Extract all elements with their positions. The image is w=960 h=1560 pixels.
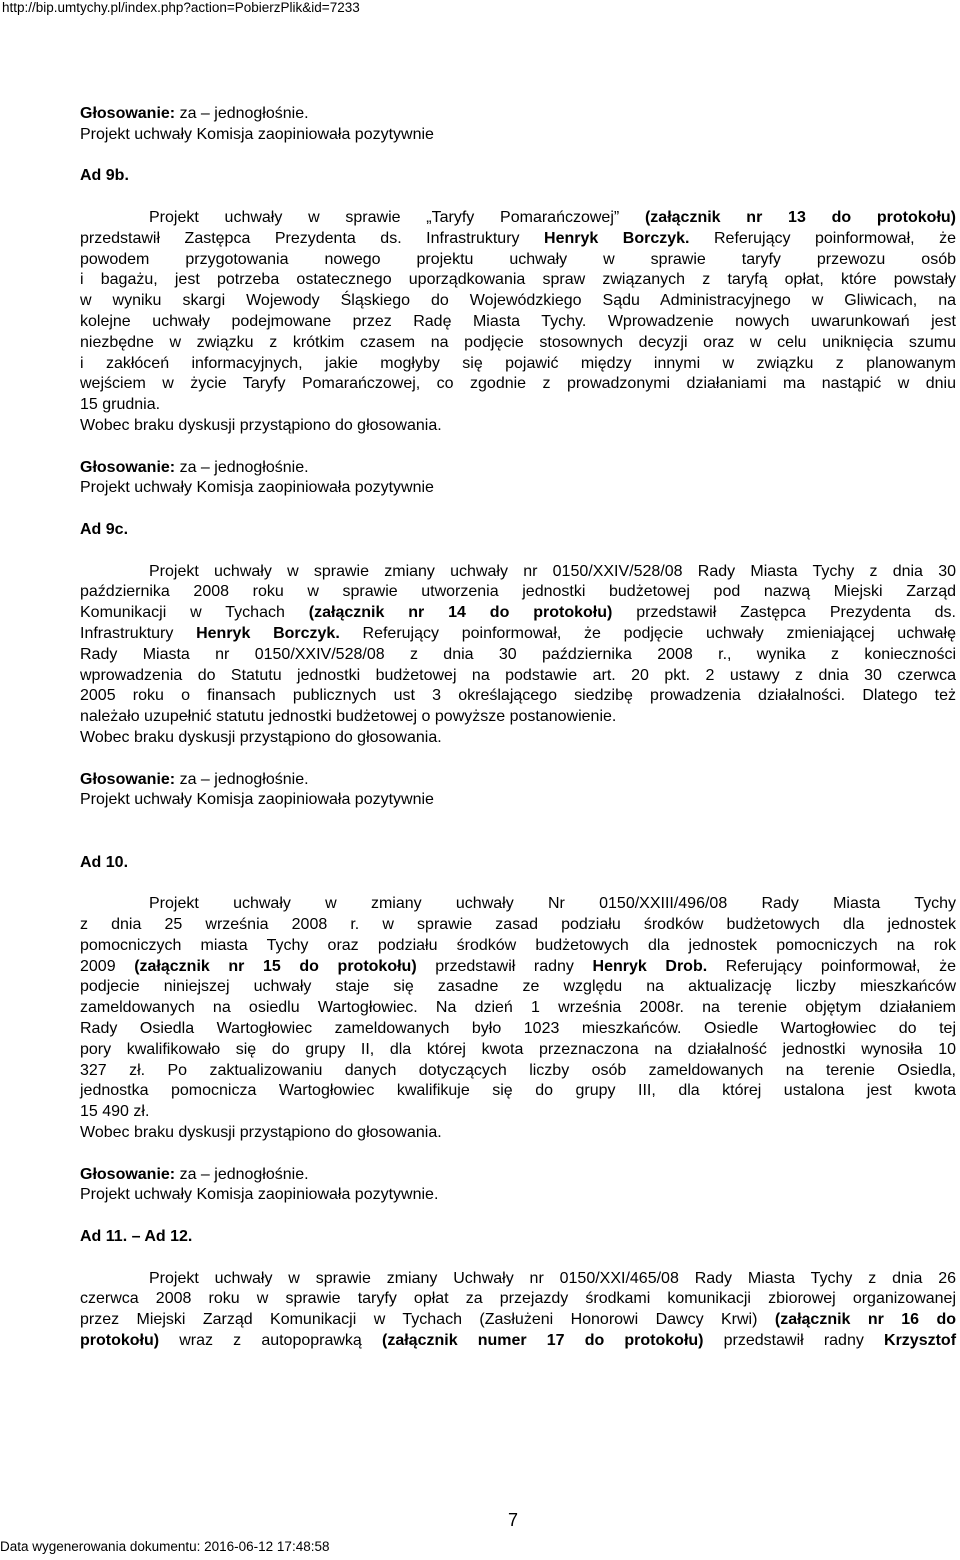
text-line: podjecie niniejszej uchwały staje się zasadne ze względu na aktualizację liczby mieszkańców bbox=[80, 978, 956, 996]
text-line: wejściem w życie Taryfy Pomarańczowej, co zgodnie z prowadzonymi działaniami ma nastąpić w dniu bbox=[80, 375, 956, 393]
text-line: w wyniku skargi Wojewody Śląskiego do Wojewódzkiego Sądu Administracyjnego w Gliwicach, na bbox=[80, 292, 956, 310]
section-heading-9c: Ad 9c. bbox=[80, 520, 129, 538]
section-heading-9b: Ad 9b. bbox=[80, 167, 129, 185]
section-heading-11-12: Ad 11. – Ad 12. bbox=[80, 1228, 193, 1246]
vote-line: Głosowanie: za – jednogłośnie. bbox=[80, 105, 309, 122]
no-discussion-line: Wobec braku dyskusji przystąpiono do głosowania. bbox=[80, 416, 442, 434]
text-line: wprowadzenia do Statutu jednostki budżetowej na podstawie art. 20 pkt. 2 ustawy z dnia 30 czerwca bbox=[80, 666, 956, 684]
generation-date: Data wygenerowania dokumentu: 2016-06-12 17:48:58 bbox=[0, 1539, 330, 1554]
text-line: 327 zł. Po zaktualizowaniu danych dotyczących liczby osób zameldowanych na terenie Osiedla, bbox=[80, 1061, 956, 1079]
text-line: protokołu) wraz z autopoprawką (załącznik numer 17 do protokołu) przedstawił radny Krzysztof bbox=[80, 1332, 957, 1350]
no-discussion-line: Wobec braku dyskusji przystąpiono do głosowania. bbox=[80, 1124, 442, 1142]
text-line: Rady Osiedla Wartogłowiec zameldowanych było 1023 mieszkańców. Osiedle Wartogłowiec do tej bbox=[80, 1020, 956, 1038]
text-line: Projekt uchwały w sprawie zmiany Uchwały nr 0150/XXI/465/08 Rady Miasta Tychy z dnia 26 bbox=[149, 1269, 956, 1287]
vote-line: Głosowanie: za – jednogłośnie. bbox=[80, 458, 309, 476]
text-line: 2009 (załącznik nr 15 do protokołu) przedstawił radny Henryk Drob. Referujący poinformował, że bbox=[80, 957, 956, 975]
text-line: 15 grudnia. bbox=[80, 396, 161, 414]
page-number: 7 bbox=[508, 1510, 519, 1530]
text-line: kolejne uchwały podejmowane przez Radę Miasta Tychy. Wprowadzenie nowych uwarunkowań jest bbox=[80, 312, 956, 330]
opinion-line: Projekt uchwały Komisja zaopiniowała pozytywnie bbox=[80, 479, 434, 497]
text-line: pomocniczych miasta Tychy oraz podziału środków budżetowych dla jednostek pomocniczych na rok bbox=[80, 936, 956, 954]
vote-line: Głosowanie: za – jednogłośnie. bbox=[80, 770, 309, 788]
text-line: pory kwalifikowało się do grupy II, dla której kwota przeznaczona na działalność jednostki wynosiła 10 bbox=[80, 1040, 956, 1058]
text-line: i bagażu, jest potrzeba ostatecznego uporządkowania spraw związanych z taryfą opłat, które powstały bbox=[80, 271, 956, 289]
text-line: Rady Miasta nr 0150/XXIV/528/08 z dnia 30 października 2008 r., wynika z konieczności bbox=[80, 645, 956, 663]
text-line: niezbędne w związku z krótkim czasem na podjęcie stosownych decyzji oraz w celu uniknięcia szumu bbox=[80, 333, 956, 351]
text-line: i zakłóceń informacyjnych, jakie mogłyby się pojawić między innymi w związku z planowanym bbox=[80, 354, 956, 372]
text-line: Komunikacji w Tychach (załącznik nr 14 do protokołu) przedstawił Zastępca Prezydenta ds. bbox=[80, 604, 956, 622]
text-line: Infrastruktury Henryk Borczyk. Referujący poinformował, że podjęcie uchwały zmieniającej uchwałę bbox=[80, 624, 957, 642]
text-line: zameldowanych na osiedlu Wartogłowiec. Na dzień 1 września 2008r. na terenie objętym działaniem bbox=[80, 999, 956, 1017]
text-line: 2005 roku o finansach publicznych ust 3 określającego siedzibę prowadzenia działalności. Dlatego też bbox=[80, 687, 956, 705]
opinion-line: Projekt uchwały Komisja zaopiniowała pozytywnie bbox=[80, 791, 434, 809]
text-line: Projekt uchwały w zmiany uchwały Nr 0150/XXIII/496/08 Rady Miasta Tychy bbox=[149, 895, 956, 913]
text-line: z dnia 25 września 2008 r. w sprawie zasad podziału środków budżetowych dla jednostek bbox=[80, 916, 956, 934]
text-line: przedstawił Zastępca Prezydenta ds. Infrastruktury Henryk Borczyk. Referujący poinformował, że bbox=[80, 229, 956, 247]
text-line: przez Miejski Zarząd Komunikacji w Tychach (Zasłużeni Honorowi Dawcy Krwi) (załącznik nr 16 do bbox=[80, 1311, 957, 1329]
section-heading-10: Ad 10. bbox=[80, 853, 129, 871]
text-line: jednostka pomocnicza Wartogłowiec kwalifikuje się do grupy III, dla której ustalona jest kwota bbox=[80, 1082, 956, 1100]
text-line: czerwca 2008 roku w sprawie taryfy opłat za przejazdy środkami komunikacji zbiorowej organizowanej bbox=[80, 1290, 956, 1308]
vote-line: Głosowanie: za – jednogłośnie. bbox=[80, 1165, 309, 1183]
no-discussion-line: Wobec braku dyskusji przystąpiono do głosowania. bbox=[80, 728, 442, 746]
opinion-line: Projekt uchwały Komisja zaopiniowała pozytywnie bbox=[80, 125, 434, 143]
text-line: Projekt uchwały w sprawie zmiany uchwały nr 0150/XXIV/528/08 Rady Miasta Tychy z dnia 30 bbox=[149, 562, 956, 580]
source-url: http://bip.umtychy.pl/index.php?action=PobierzPlik&id=7233 bbox=[2, 0, 360, 15]
text-line: powodem przygotowania nowego projektu uchwały w sprawie taryfy przewozu osób bbox=[80, 250, 956, 268]
text-line: października 2008 roku w sprawie utworzenia jednostki budżetowej pod nazwą Miejski Zarząd bbox=[80, 583, 956, 601]
document-body bbox=[80, 104, 956, 1352]
text-line: Projekt uchwały w sprawie „Taryfy Pomarańczowej” (załącznik nr 13 do protokołu) bbox=[149, 208, 956, 226]
text-line: należało uzupełnić statutu jednostki budżetowej o powyższe postanowienie. bbox=[80, 708, 617, 726]
text-line: 15 490 zł. bbox=[80, 1103, 150, 1121]
opinion-line: Projekt uchwały Komisja zaopiniowała pozytywnie. bbox=[80, 1186, 439, 1204]
